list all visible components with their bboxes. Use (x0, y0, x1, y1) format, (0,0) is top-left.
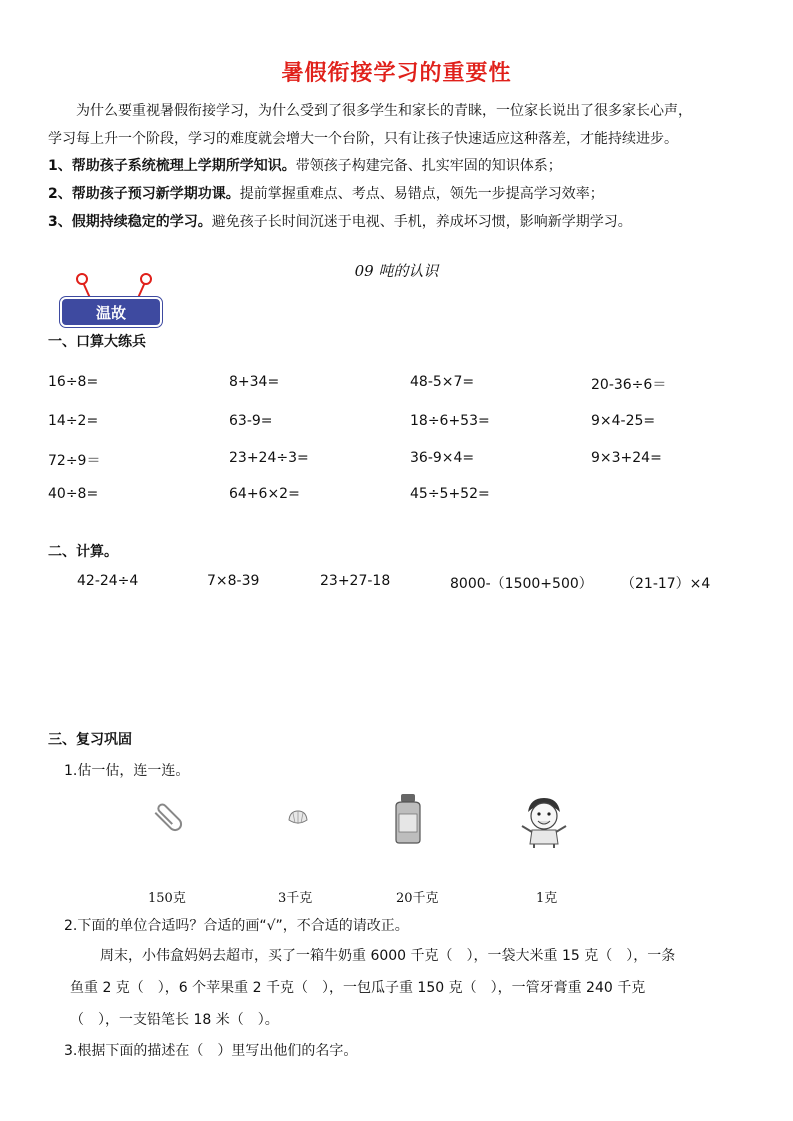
calc-item: 7×8-39 (207, 573, 260, 589)
paperclip-icon (148, 797, 188, 837)
point-1-num: 1、 (48, 158, 72, 174)
caption: 1克 (536, 891, 558, 906)
question-2-line-3: （ ），一支铅笔长 18 米（ ）。 (70, 1012, 279, 1028)
point-1 (48, 156, 562, 176)
caption: 3千克 (278, 891, 313, 906)
oral-item: 23+24÷3= (229, 450, 309, 466)
badge (60, 297, 162, 327)
oral-item: 63-9= (229, 413, 273, 429)
point-1-text: 带领孩子构建完备、扎实牢固的知识体系； (295, 158, 562, 174)
oral-item: 45÷5+52= (410, 486, 490, 502)
oral-item: 40÷8= (48, 486, 99, 502)
oral-item: 16÷8= (48, 374, 99, 390)
point-2 (48, 184, 604, 204)
oral-item: 18÷6+53= (410, 413, 490, 429)
question-3: 3.根据下面的描述在（ ）里写出他们的名字。 (64, 1043, 358, 1059)
question-1: 1.估一估，连一连。 (64, 763, 190, 779)
point-1-bold: 帮助孩子系统梳理上学期所学知识。 (71, 158, 296, 174)
oral-item: 72÷9＝ (48, 453, 101, 469)
page-title: 暑假衔接学习的重要性 (281, 61, 512, 86)
question-2: 2.下面的单位合适吗？合适的画“√”，不合适的请改正。 (64, 918, 409, 934)
oral-item: 14÷2= (48, 413, 99, 429)
shell-icon (286, 806, 310, 830)
calc-item: 8000-（1500+500） (450, 576, 593, 592)
point-3 (48, 212, 632, 232)
question-2-line-1: 周末，小伟盒妈妈去超市，买了一箱牛奶重 6000 千克（ ），一袋大米重 15 克（ ），一条 (100, 948, 676, 964)
caption: 20千克 (396, 891, 439, 906)
point-2-text: 提前掌握重难点、考点、易错点，领先一步提高学习效率； (239, 186, 604, 202)
section-3-heading: 三、复习巩固 (48, 732, 132, 748)
oral-item: 8+34= (229, 374, 280, 390)
oral-item: 9×3+24= (591, 450, 662, 466)
section-1-heading: 一、口算大练兵 (48, 334, 146, 350)
point-3-num: 3、 (48, 214, 72, 230)
badge-antenna-icon (60, 270, 170, 300)
question-2-line-2: 鱼重 2 克（ ），6 个苹果重 2 千克（ ），一包瓜子重 150 克（ ），一管牙膏重 240 千克 (70, 980, 646, 996)
oral-item: 20-36÷6＝ (591, 377, 667, 393)
badge-label: 温故 (95, 304, 126, 322)
bottle-icon (390, 792, 426, 844)
boy-icon (516, 792, 572, 850)
point-3-bold: 假期持续稳定的学习。 (71, 214, 212, 230)
calc-item: 23+27-18 (320, 573, 391, 589)
intro-line-2: 学习每上升一个阶段，学习的难度就会增大一个台阶，只有让孩子快速适应这种落差，才能持续进步。 (48, 131, 678, 147)
intro-line-1: 为什么要重视暑假衔接学习，为什么受到了很多学生和家长的青睐，一位家长说出了很多家长心声， (76, 103, 692, 119)
calc-item: （21-17）×4 (621, 576, 711, 592)
oral-item: 64+6×2= (229, 486, 300, 502)
oral-item: 48-5×7= (410, 374, 475, 390)
point-2-bold: 帮助孩子预习新学期功课。 (71, 186, 240, 202)
section-2-heading: 二、计算。 (48, 544, 118, 560)
caption: 150克 (148, 891, 186, 906)
oral-item: 9×4-25= (591, 413, 656, 429)
point-2-num: 2、 (48, 186, 72, 202)
calc-item: 42-24÷4 (77, 573, 139, 589)
oral-item: 36-9×4= (410, 450, 475, 466)
point-3-text: 避免孩子长时间沉迷于电视、手机，养成坏习惯，影响新学期学习。 (211, 214, 632, 230)
lesson-title: 09 吨的认识 (354, 262, 439, 280)
